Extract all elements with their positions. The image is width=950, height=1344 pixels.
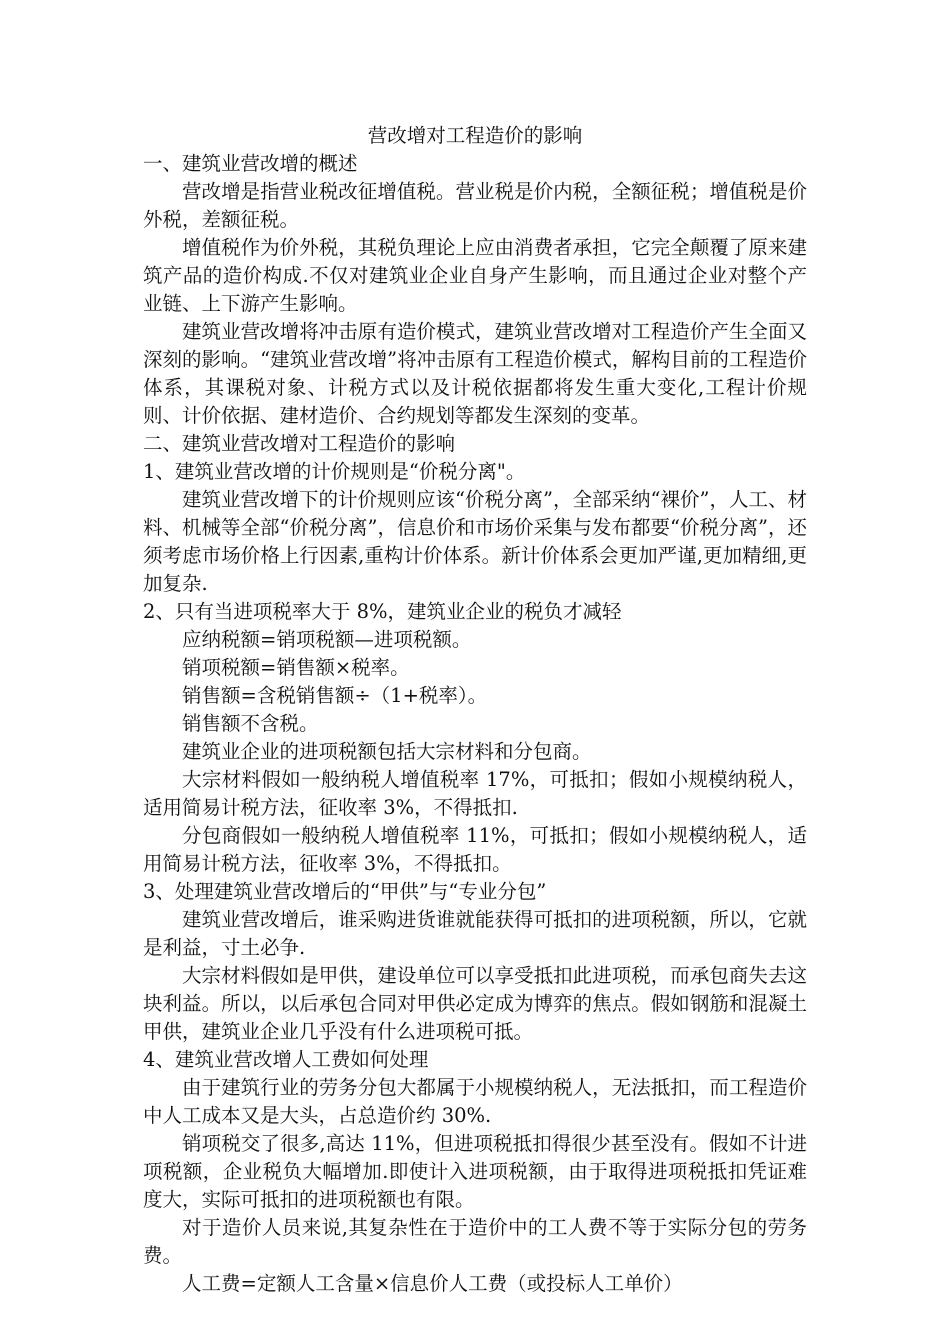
formula-line: 销项税额=销售额×税率。 <box>182 656 410 679</box>
document-page <box>143 122 807 1298</box>
paragraph: 营改增是指营业税改征增值税。营业税是价内税，全额征税；增值税是价外税，差额征税。 <box>143 180 807 231</box>
paragraph: 对于造价人员来说,其复杂性在于造价中的工人费不等于实际分包的劳务费。 <box>143 1216 807 1267</box>
paragraph: 由于建筑行业的劳务分包大都属于小规模纳税人，无法抵扣，而工程造价中人工成本又是大头，占总造价约 30%. <box>143 1076 807 1127</box>
paragraph: 建筑业营改增下的计价规则应该“价税分离”，全部采纳“裸价”，人工、材料、机械等全部“价税分离”，信息价和市场价采集与发布都要“价税分离”，还须考虑市场价格上行因素,重构计价体系。新计价体系会更加严谨,更加精细,更加复杂. <box>143 488 807 595</box>
paragraph: 建筑业营改增后，谁采购进货谁就能获得可抵扣的进项税额，所以，它就是利益，寸土必争. <box>143 908 807 959</box>
formula-line: 建筑业企业的进项税额包括大宗材料和分包商。 <box>182 740 592 763</box>
formula-line: 应纳税额=销项税额—进项税额。 <box>182 628 472 651</box>
section-heading-2: 二、建筑业营改增对工程造价的影响 <box>143 432 456 455</box>
formula-line: 销售额=含税销售额÷（1+税率）。 <box>182 684 488 707</box>
subsection-heading-4: 4、建筑业营改增人工费如何处理 <box>143 1048 429 1071</box>
subsection-heading-2: 2、只有当进项税率大于 8%，建筑业企业的税负才减轻 <box>143 600 622 623</box>
paragraph: 大宗材料假如是甲供，建设单位可以享受抵扣此进项税，而承包商失去这块利益。所以，以后承包合同对甲供必定成为博弈的焦点。假如钢筋和混凝土甲供，建筑业企业几乎没有什么进项税可抵。 <box>143 964 807 1043</box>
paragraph: 建筑业营改增将冲击原有造价模式，建筑业营改增对工程造价产生全面又深刻的影响。“建筑业营改增”将冲击原有工程造价模式，解构目前的工程造价体系，其课税对象、计税方式以及计税依据都将发生重大变化,工程计价规则、计价依据、建材造价、合约规划等都发生深刻的变革。 <box>143 320 807 427</box>
document-title: 营改增对工程造价的影响 <box>367 124 583 147</box>
formula-line: 销售额不含税。 <box>182 712 319 735</box>
subsection-heading-3: 3、处理建筑业营改增后的“甲供”与“专业分包” <box>143 880 547 903</box>
section-heading-1: 一、建筑业营改增的概述 <box>143 152 358 175</box>
paragraph: 销项税交了很多,高达 11%，但进项税抵扣得很少甚至没有。假如不计进项税额，企业税负大幅增加.即使计入进项税额，由于取得进项税抵扣凭证难度大，实际可抵扣的进项税额也有限。 <box>143 1132 807 1211</box>
paragraph: 增值税作为价外税，其税负理论上应由消费者承担，它完全颠覆了原来建筑产品的造价构成.不仅对建筑业企业自身产生影响，而且通过企业对整个产业链、上下游产生影响。 <box>143 236 807 315</box>
paragraph: 分包商假如一般纳税人增值税率 11%，可抵扣；假如小规模纳税人，适用简易计税方法，征收率 3%，不得抵扣。 <box>143 824 807 875</box>
subsection-heading-1: 1、建筑业营改增的计价规则是“价税分离"。 <box>143 460 526 483</box>
paragraph: 大宗材料假如一般纳税人增值税率 17%，可抵扣；假如小规模纳税人，适用简易计税方法，征收率 3%，不得抵扣. <box>143 768 807 819</box>
formula-line: 人工费=定额人工含量×信息价人工费（或投标人工单价） <box>182 1272 683 1295</box>
